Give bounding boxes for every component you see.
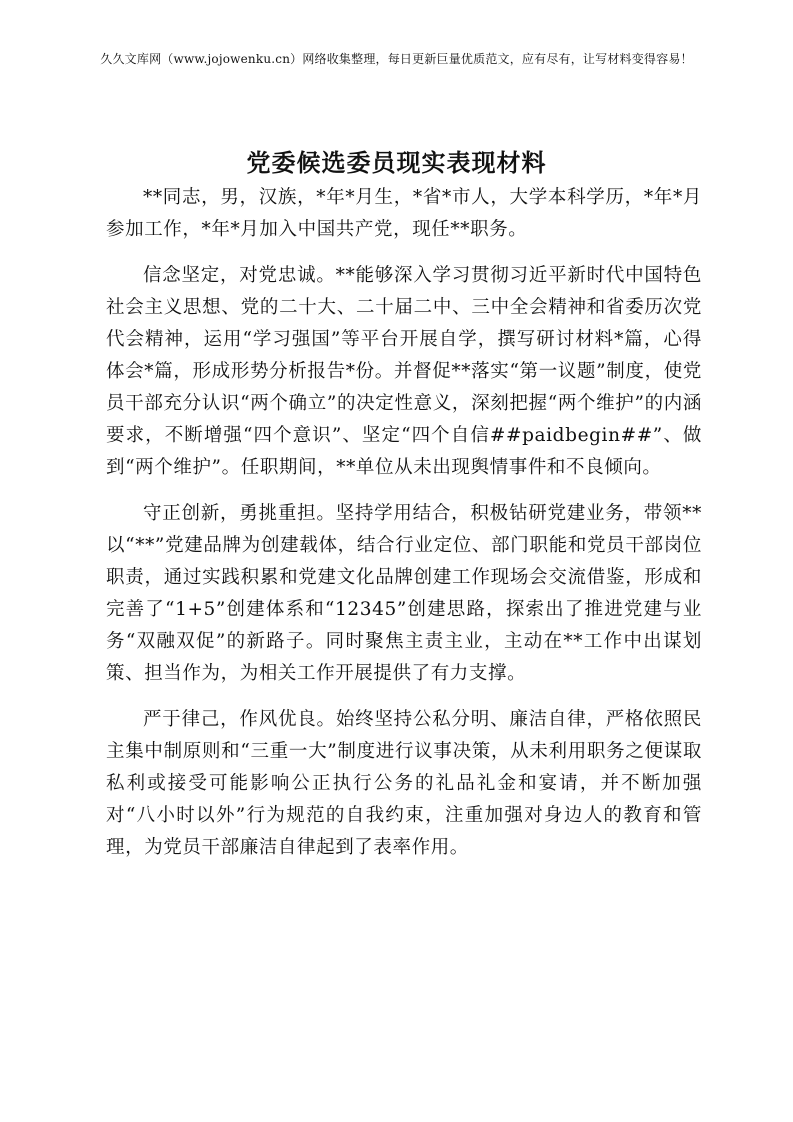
paragraph-basic-info: **同志，男，汉族，*年*月生，*省*市人，大学本科学历，*年*月参加工作，*年*月加入中国共产党，现任**职务。 [106, 187, 702, 240]
paragraph-political-loyalty: 信念坚定，对党忠诚。**能够深入学习贯彻习近平新时代中国特色社会主义思想、党的二十大、二十届二中、三中全会精神和省委历次党代会精神，运用“学习强国”等平台开展自学，撰写研讨材料*篇，心得体会*篇，形成形势分析报告*份。并督促**落实“第一议题”制度，使党员干部充分认识“两个确立”的决定性意义，深刻把握“两个维护”的内涵要求，不断增强“四个意识”、坚定“四个自信##paidbegin##”、做到“两个维护”。任职期间，**单位从未出现舆情事件和不良倾向。 [106, 265, 702, 478]
paragraph-innovation: 守正创新，勇挑重担。坚持学用结合，积极钻研党建业务，带领**以“**”党建品牌为创建载体，结合行业定位、部门职能和党员干部岗位职责，通过实践积累和党建文化品牌创建工作现场会交流借鉴，形成和完善了“1+5”创建体系和“12345”创建思路，探索出了推进党建与业务“双融双促”的新路子。同时聚焦主责主业，主动在**工作中出谋划策、担当作为，为相关工作开展提供了有力支撑。 [106, 503, 702, 684]
header-note: 久久文库网（www.jojowenku.cn）网络收集整理，每日更新巨量优质范文，应有尽有，让写材料变得容易！ [100, 52, 693, 66]
paragraph-self-discipline: 严于律己，作风优良。始终坚持公私分明、廉洁自律，严格依照民主集中制原则和“三重一大”制度进行议事决策，从未利用职务之便谋取私利或接受可能影响公正执行公务的礼品礼金和宴请，并不断加强对“八小时以外”行为规范的自我约束，注重加强对身边人的教育和管理，为党员干部廉洁自律起到了表率作用。 [106, 709, 702, 858]
document-title: 党委候选委员现实表现材料 [246, 149, 547, 177]
document-body [106, 182, 702, 878]
